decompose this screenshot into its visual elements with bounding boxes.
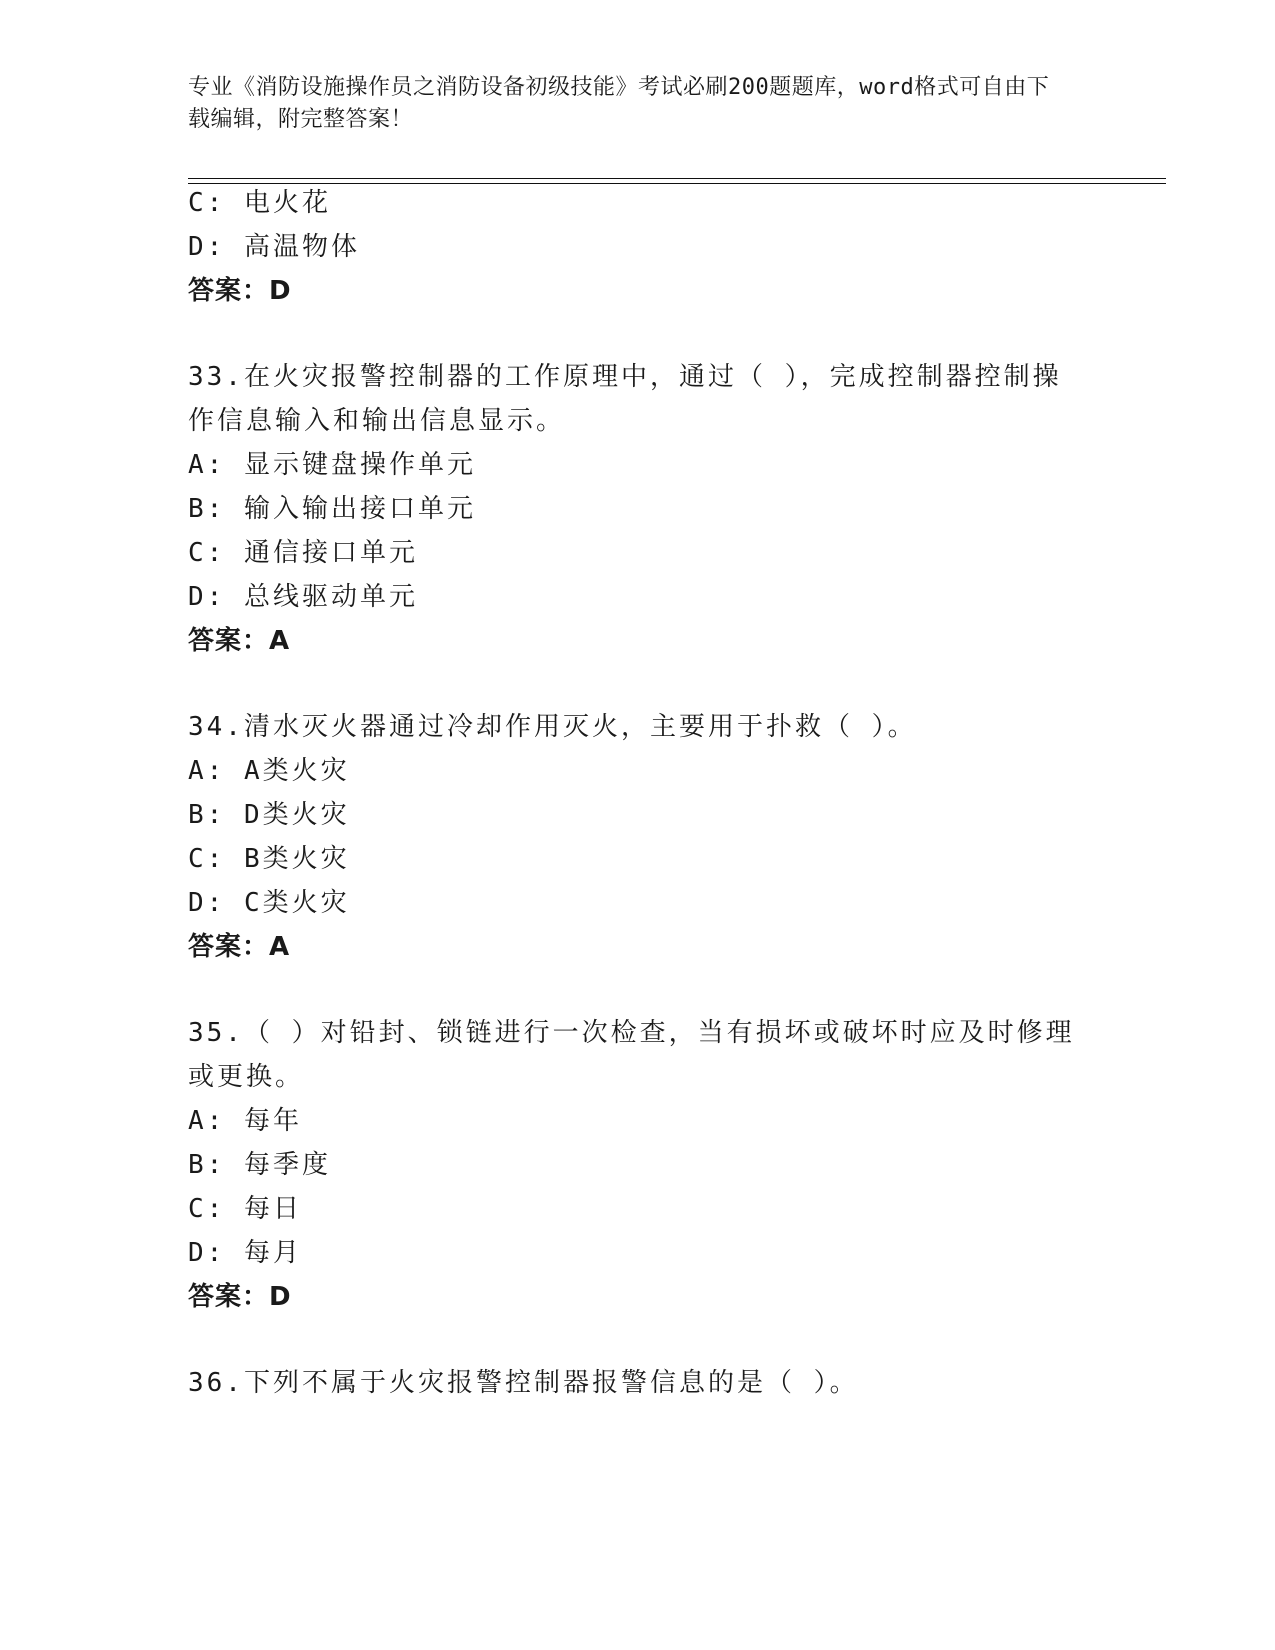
answer-label: 答案：D bbox=[188, 1282, 292, 1312]
option-d: D: C类火灾 bbox=[188, 888, 350, 918]
answer-label: 答案：A bbox=[188, 626, 291, 656]
header-title: 专业《消防设施操作员之消防设备初级技能》考试必刷200题题库，word格式可自由下载编辑，附完整答案！ bbox=[188, 75, 1050, 132]
option-b: B: D类火灾 bbox=[188, 800, 350, 830]
header-divider-top bbox=[188, 178, 1166, 179]
option-b: B: 每季度 bbox=[188, 1150, 331, 1180]
question-stem: 35.（ ）对铅封、锁链进行一次检查，当有损坏或破坏时应及时修理 bbox=[188, 1018, 1075, 1048]
document-header bbox=[188, 72, 1068, 136]
option-d: D: 高温物体 bbox=[188, 232, 360, 262]
answer-label: 答案：D bbox=[188, 276, 292, 306]
option-b: B: 输入输出接口单元 bbox=[188, 494, 476, 524]
question-stem-continued: 或更换。 bbox=[188, 1062, 305, 1092]
question-stem: 36.下列不属于火灾报警控制器报警信息的是（ ）。 bbox=[188, 1368, 859, 1398]
option-c: C: 通信接口单元 bbox=[188, 538, 418, 568]
option-c: C: 每日 bbox=[188, 1194, 302, 1224]
option-a: A: 显示键盘操作单元 bbox=[188, 450, 476, 480]
option-c: C: 电火花 bbox=[188, 188, 331, 218]
option-a: A: 每年 bbox=[188, 1106, 302, 1136]
answer-label: 答案：A bbox=[188, 932, 291, 962]
question-stem: 33.在火灾报警控制器的工作原理中，通过（ ），完成控制器控制操 bbox=[188, 362, 1062, 392]
option-a: A: A类火灾 bbox=[188, 756, 350, 786]
option-c: C: B类火灾 bbox=[188, 844, 350, 874]
option-d: D: 总线驱动单元 bbox=[188, 582, 418, 612]
header-divider-bottom bbox=[188, 183, 1166, 184]
option-d: D: 每月 bbox=[188, 1238, 302, 1268]
question-stem: 34.清水灭火器通过冷却作用灭火，主要用于扑救（ ）。 bbox=[188, 712, 917, 742]
question-stem-continued: 作信息输入和输出信息显示。 bbox=[188, 406, 566, 436]
